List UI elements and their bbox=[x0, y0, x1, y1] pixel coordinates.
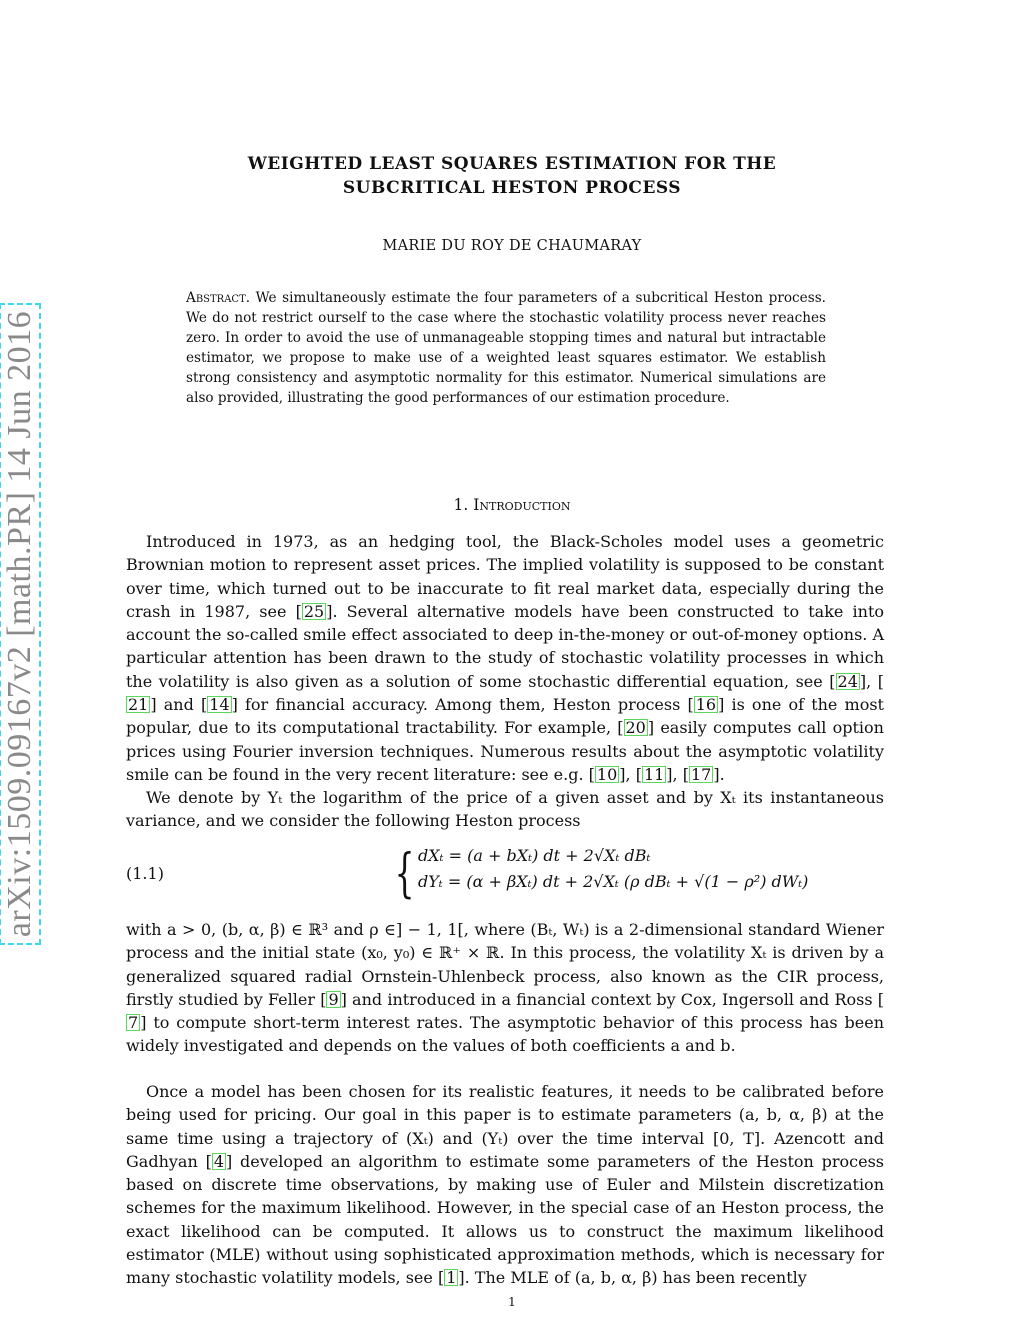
paragraph-4: Once a model has been chosen for its realistic features, it needs to be calibrated before being used for pricing. Our goal in this paper is to estimate parameters (a, b, α, β) at the same time using a trajectory of (Xₜ) and (Yₜ) over the time interval [0, T]. Azencott and Gadhyan [ 4 ] developed an algorithm to estimate some parameters of the Heston process based on discrete time observations, by making use of Euler and Milstein discretization schemes for the maximum likelihood. However, in the special case of an Heston process, the exact likelihood can be computed. It allows us to construct the maximum likelihood estimator (MLE) without using sophisticated approximation methods, which is necessary for many stochastic volatility models, see [ 1 ]. The MLE of (a, b, α, β) has been recently bbox=[126, 1082, 884, 1288]
text-run: , bbox=[866, 671, 878, 691]
title-line-1: WEIGHTED LEAST SQUARES ESTIMATION FOR THE bbox=[247, 154, 777, 174]
abstract-label: Abstract. bbox=[186, 290, 251, 306]
equation-line-2: dYₜ = (α + βXₜ) dt + 2√Xₜ (ρ dBₜ + √(1 − ρ²) dWₜ) bbox=[418, 872, 809, 891]
citation-link[interactable]: 9 bbox=[328, 989, 339, 1009]
citation-link[interactable]: 7 bbox=[128, 1013, 139, 1033]
citation-link[interactable]: 4 bbox=[213, 1151, 224, 1171]
equation-1-1 bbox=[126, 846, 884, 906]
citation-link[interactable]: 17 bbox=[690, 764, 712, 784]
text-run: , bbox=[672, 764, 683, 784]
citation-link[interactable]: 21 bbox=[128, 695, 149, 715]
citation-link[interactable]: 20 bbox=[625, 718, 646, 738]
text-run: Once a model has been chosen for its realistic features, it needs to be calibrated before being used for pricing. Our goal in this paper is to estimate parameters (a, b, α, β) at the same time using a trajectory of (Xₜ) and (Yₜ) over the time interval [0, T]. Azencott and Gadhyan bbox=[126, 1082, 884, 1171]
text-run: developed an algorithm to estimate some parameters of the Heston process based on discrete time observations, by making use of Euler and Milstein discretization schemes for the maximum likelihood. However, in the special case of an Heston process, the exact likelihood can be computed. It allows us to construct the maximum likelihood estimator (MLE) without using sophisticated approximation methods, which is necessary for many stochastic volatility models, see bbox=[126, 1151, 884, 1288]
equation-line-1: dXₜ = (a + bXₜ) dt + 2√Xₜ dBₜ bbox=[418, 846, 651, 865]
paragraph-1: Introduced in 1973, as an hedging tool, the Black-Scholes model uses a geometric Brownian motion to represent asset prices. The implied volatility is supposed to be constant over time, which turned out to be inaccurate to fit real market data, especially during the crash in 1987, see [ 25 ]. Several alternative models have been constructed to take into account the so-called smile effect associated to deep in-the-money or out-of-money options. A particular attention has been drawn to the study of stochastic volatility processes in which the volatility is also given as a solution of some stochastic differential equation, see [ 24 ], [21 ] and [ 14 ] for financial accuracy. Among them, Heston process [ 16 ] is one of the most popular, due to its computational tractability. For example, [ 20 ] easily computes call option prices using Fourier inversion techniques. Numerous results about the asymptotic volatility smile can be found in the very recent literature: see e.g. [ 10 ], [ 11 ], [ 17 ]. bbox=[126, 532, 885, 784]
text-run: . bbox=[719, 764, 725, 784]
brace-symbol: { bbox=[394, 844, 415, 904]
arxiv-stamp-text[interactable]: arXiv:1509.09167v2 [math.PR] 14 Jun 2016 bbox=[0, 303, 41, 945]
text-run: Introduced in 1973, as an hedging tool, the Black-Scholes model uses a geometric Brownian motion to represent asset prices. The implied volatility is supposed to be constant over time, which turned out to be inaccurate to fit real market data, especially during the crash in 1987, see bbox=[126, 532, 884, 621]
text-run: easily computes call option prices using Fourier inversion techniques. Numerous results about the asymptotic volatility smile can be found in the very recent literature: see e.g. bbox=[126, 718, 884, 784]
text-run: , bbox=[625, 764, 636, 784]
citation-link[interactable]: 1 bbox=[446, 1268, 457, 1288]
text-run: to compute short-term interest rates. The asymptotic behavior of this process has been widely investigated and depends on the values of both coefficients a and b. bbox=[126, 1013, 884, 1056]
author: MARIE DU ROY DE CHAUMARAY bbox=[382, 238, 642, 254]
citation-link[interactable]: 14 bbox=[209, 695, 230, 715]
paragraph-2: We denote by Yₜ the logarithm of the price of a given asset and by Xₜ its instantaneous variance, and we consider the following Heston process bbox=[126, 788, 884, 831]
text-run: for financial accuracy. Among them, Heston process bbox=[237, 695, 688, 715]
page-number: 1 bbox=[508, 1295, 516, 1309]
title-line-2: SUBCRITICAL HESTON PROCESS bbox=[342, 178, 682, 198]
citation-link[interactable]: 25 bbox=[303, 601, 325, 621]
section-title: Introduction bbox=[473, 496, 571, 514]
citation-link[interactable]: 24 bbox=[837, 671, 858, 691]
paragraph-3: with a > 0, (b, α, β) ∈ ℝ³ and ρ ∈] − 1, 1[, where (Bₜ, Wₜ) is a 2-dimensional standard Wiener process and the initial state (x₀, y₀) ∈ ℝ⁺ × ℝ. In this process, the volatility Xₜ is driven by a generalized squared radial Ornstein-Uhlenbeck process, also known as the CIR process, firstly studied by Feller [ 9 ] and introduced in a financial context by Cox, Ingersoll and Ross [7 ] to compute short-term interest rates. The asymptotic behavior of this process has been widely investigated and depends on the values of both coefficients a and b. bbox=[126, 920, 884, 1056]
arxiv-stamp[interactable] bbox=[0, 184, 46, 1064]
section-number: 1. bbox=[453, 496, 469, 514]
text-run: . Several alternative models have been constructed to take into account the so-called smile effect associated to deep in-the-money or out-of-money options. A particular attention has been drawn to the study of stochastic volatility processes in which the volatility is also given as a solution of some stochastic differential equation, see bbox=[126, 601, 885, 691]
equation-number: (1.1) bbox=[126, 864, 164, 883]
abstract bbox=[186, 288, 826, 408]
citation-link[interactable]: 16 bbox=[695, 695, 717, 715]
citation-link[interactable]: 10 bbox=[596, 764, 618, 784]
citation-link[interactable]: 11 bbox=[643, 764, 665, 784]
text-run: and introduced in a financial context by Cox, Ingersoll and Ross bbox=[346, 989, 878, 1009]
text-run: is one of the most popular, due to its computational tractability. For example, bbox=[126, 695, 884, 738]
text-run: with a > 0, (b, α, β) ∈ ℝ³ and ρ ∈] − 1, 1[, where (Bₜ, Wₜ) is a 2-dimensional standard Wiener process and the initial state (x₀, y₀) ∈ ℝ⁺ × ℝ. In this process, the volatility Xₜ is driven by a generalized squared radial Ornstein-Uhlenbeck process, also known as the CIR process, firstly studied by Feller bbox=[126, 920, 884, 1009]
paper-title bbox=[120, 152, 904, 200]
text-run: and bbox=[156, 695, 201, 715]
section-heading bbox=[120, 496, 904, 514]
text-run: . The MLE of (a, b, α, β) has been recently bbox=[464, 1268, 807, 1288]
abstract-text: We simultaneously estimate the four parameters of a subcritical Heston process. We do not restrict ourself to the case where the stochastic volatility process never reaches zero. In order to avoid the use of unmanageable stopping times and natural but intractable estimator, we propose to make use of a weighted least squares estimator. We establish strong consistency and asymptotic normality for this estimator. Numerical simulations are also provided, illustrating the good performances of our estimation procedure. bbox=[186, 290, 826, 406]
